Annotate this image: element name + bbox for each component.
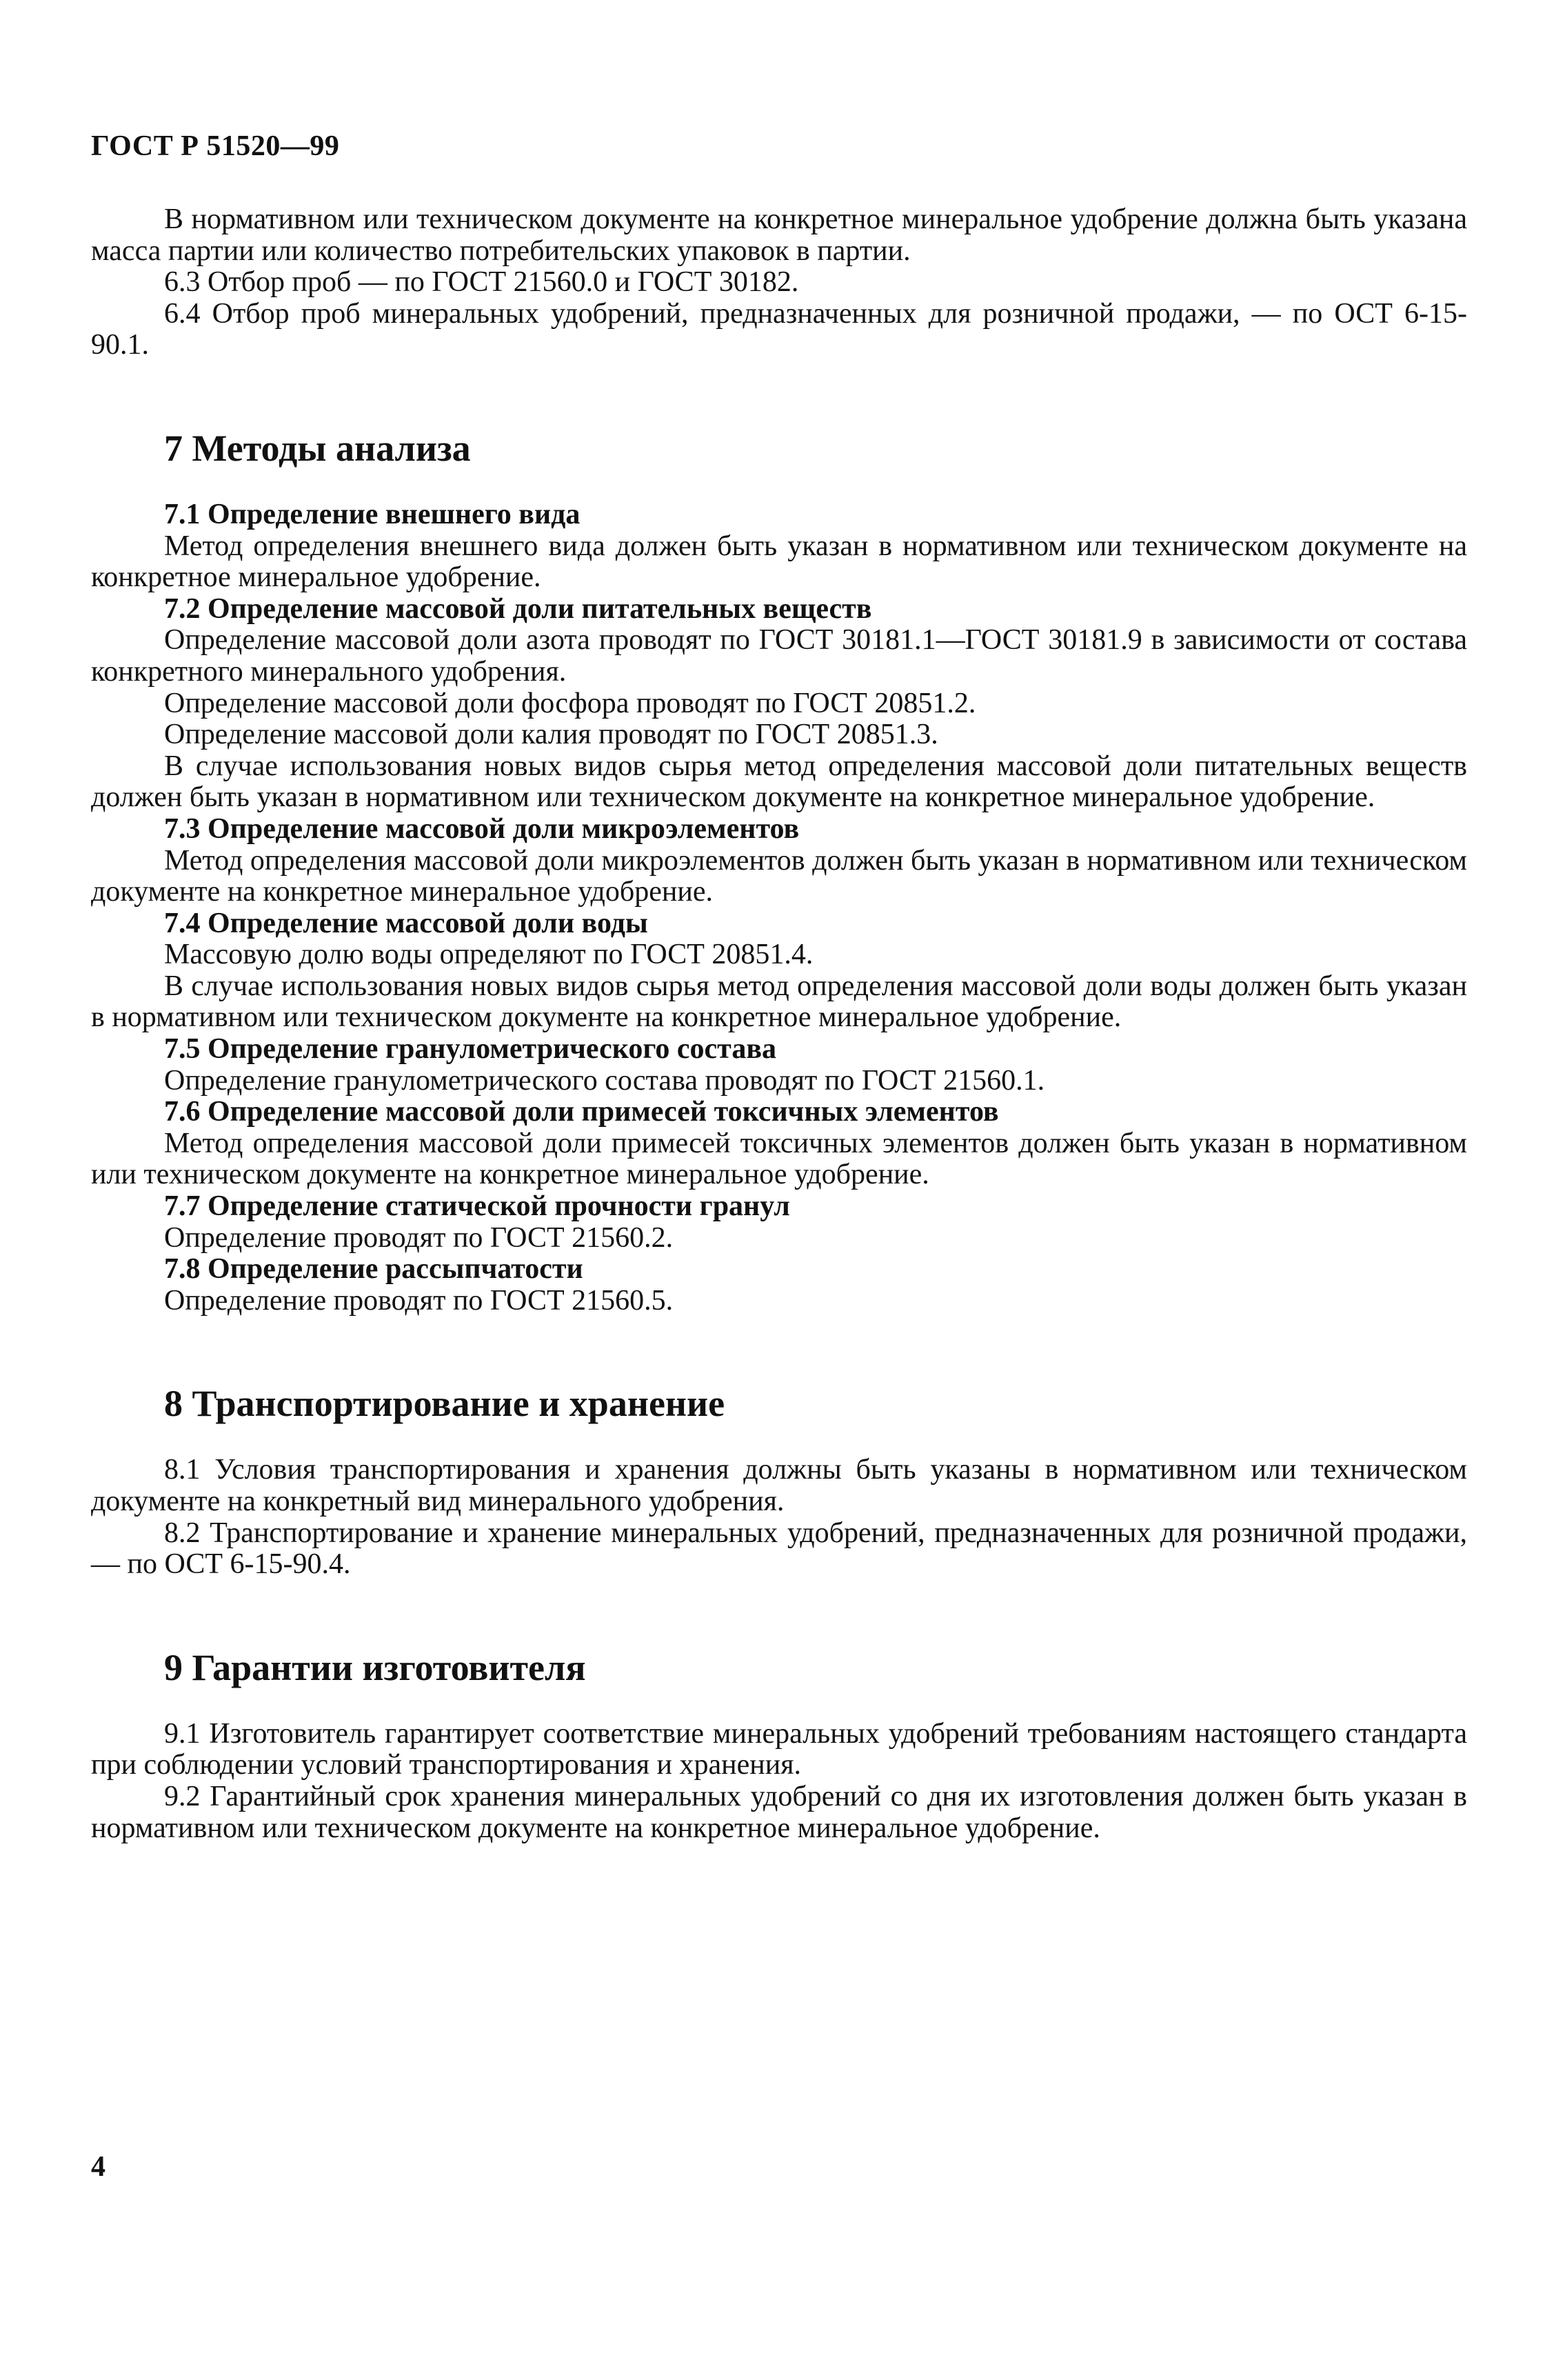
paragraph-7-5: Определение гранулометрического состава проводят по ГОСТ 21560.1. <box>164 1064 1045 1097</box>
paragraph-7-3: Метод определения массовой доли микроэлементов должен быть указан в нормативном или техническом документе на конкретное минеральное удобрение. <box>91 844 1467 908</box>
paragraph-7-2-potassium: Определение массовой доли калия проводят по ГОСТ 20851.3. <box>164 719 938 751</box>
paragraph-7-8: Определение проводят по ГОСТ 21560.5. <box>164 1284 674 1317</box>
subsection-7-4-heading: 7.4 Определение массовой доли воды <box>164 907 648 939</box>
page-content <box>91 204 1467 1844</box>
paragraph-7-1: Метод определения внешнего вида должен быть указан в нормативном или техническом документе на конкретное минеральное удобрение. <box>91 530 1467 594</box>
paragraph-7-2-phosphorus: Определение массовой доли фосфора проводят по ГОСТ 20851.2. <box>164 687 976 719</box>
paragraph-8-2: 8.2 Транспортирование и хранение минеральных удобрений, предназначенных для розничной продажи, — по ОСТ 6-15-90.4. <box>91 1517 1467 1581</box>
subsection-7-6-heading: 7.6 Определение массовой доли примесей токсичных элементов <box>164 1096 999 1128</box>
paragraph-lot-mass: В нормативном или техническом документе на конкретное минеральное удобрение должна быть указана масса партии или количество потребительских упаковок в партии. <box>91 203 1467 267</box>
section-7-title: 7 Методы анализа <box>164 427 471 469</box>
document-code-header: ГОСТ Р 51520—99 <box>91 130 340 162</box>
paragraph-6-4: 6.4 Отбор проб минеральных удобрений, предназначенных для розничной продажи, — по ОСТ 6-15-90.1. <box>91 297 1467 361</box>
section-8-title: 8 Транспортирование и хранение <box>164 1383 725 1425</box>
subsection-7-3-heading: 7.3 Определение массовой доли микроэлементов <box>164 812 800 845</box>
subsection-7-5-heading: 7.5 Определение гранулометрического состава <box>164 1033 777 1066</box>
subsection-7-8-heading: 7.8 Определение рассыпчатости <box>164 1253 583 1286</box>
paragraph-9-2: 9.2 Гарантийный срок хранения минеральных удобрений со дня их изготовления должен быть указан в нормативном или техническом документе на конкретное минеральное удобрение. <box>91 1780 1467 1844</box>
paragraph-7-2-new-raw: В случае использования новых видов сырья метод определения массовой доли питательных веществ должен быть указан в нормативном или техническом документе на конкретное минеральное удобрение. <box>91 750 1467 814</box>
page-number: 4 <box>91 2151 105 2183</box>
paragraph-7-4-water: Массовую долю воды определяют по ГОСТ 20851.4. <box>164 939 814 971</box>
paragraph-9-1: 9.1 Изготовитель гарантирует соответствие минеральных удобрений требованиям настоящего стандарта при соблюдении условий транспортирования и хранения. <box>91 1717 1467 1781</box>
paragraph-7-7: Определение проводят по ГОСТ 21560.2. <box>164 1221 674 1254</box>
paragraph-7-6: Метод определения массовой доли примесей токсичных элементов должен быть указан в нормативном или техническом документе на конкретное минеральное удобрение. <box>91 1127 1467 1191</box>
paragraph-8-1: 8.1 Условия транспортирования и хранения должны быть указаны в нормативном или техническом документе на конкретный вид минерального удобрения. <box>91 1454 1467 1517</box>
subsection-7-1-heading: 7.1 Определение внешнего вида <box>164 498 581 530</box>
paragraph-7-2-nitrogen: Определение массовой доли азота проводят по ГОСТ 30181.1—ГОСТ 30181.9 в зависимости от состава конкретного минерального удобрения. <box>91 624 1467 688</box>
section-9-title: 9 Гарантии изготовителя <box>164 1646 586 1688</box>
paragraph-6-3: 6.3 Отбор проб — по ГОСТ 21560.0 и ГОСТ 30182. <box>164 266 799 299</box>
subsection-7-7-heading: 7.7 Определение статической прочности гранул <box>164 1190 790 1223</box>
paragraph-7-4-new-raw: В случае использования новых видов сырья метод определения массовой доли воды должен быть указан в нормативном или техническом документе на конкретное минеральное удобрение. <box>91 970 1467 1034</box>
subsection-7-2-heading: 7.2 Определение массовой доли питательных веществ <box>164 592 872 625</box>
